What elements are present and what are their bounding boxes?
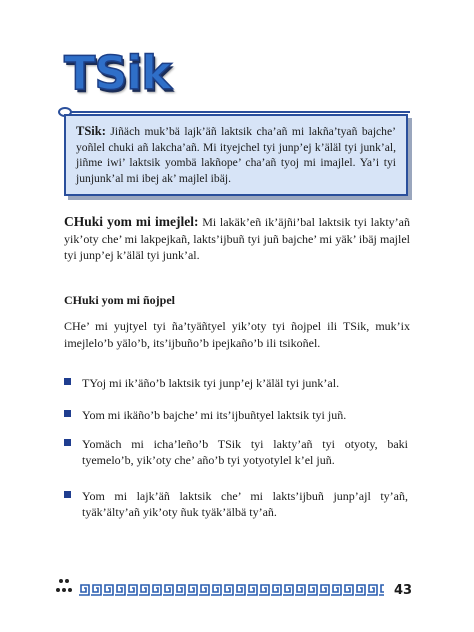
list-item-text: Yom mi lajk’äñ laktsik che’ mi lakts’ijbuñ junp’ajl ty’añ, tyäk’älty’añ yik’oty ñuk tyäk’älbä ty’añ.	[82, 489, 408, 519]
square-bullet-icon	[64, 439, 71, 446]
page-title: TSik	[64, 46, 171, 100]
list-item-text: TYoj mi ik’äño’b laktsik tyi junp’ej k’äläl tyi junk’al.	[82, 376, 340, 390]
definition-text: Jiñäch muk’bä lajk’äñ laktsik cha’añ mi lakña’tyañ bajche’ yoñlel chuki añ lakcha’añ. Mi ityejchel tyi junp’ej k’äläl tyi junk’al, jiñme iwi’ laktsik yombä lakñope’ cha’añ tyoj mi imajlel. Ya’i tyi junjunk’al mi ibej ak’ majlel ibäj.	[76, 125, 396, 185]
greek-key-border-icon	[78, 583, 384, 597]
definition-term: TSik:	[76, 124, 106, 138]
decorative-dots-icon	[56, 577, 78, 599]
square-bullet-icon	[64, 378, 71, 385]
square-bullet-icon	[64, 491, 71, 498]
section-paragraph: CHe’ mi yujtyel tyi ña’tyäñtyel yik’oty tyi ñojpel ili TSik, muk’ix imejlelo’b yälo’b, its’ijbuño’b ipejkaño’b ili tsikoñel.	[64, 319, 410, 350]
scroll-top-edge	[70, 111, 410, 113]
section-subheading: CHuki yom mi ñojpel	[64, 293, 176, 307]
intro-lead: CHuki yom mi imejlel:	[64, 214, 199, 229]
list-item-text: Yom mi ikäño’b bajche’ mi its’ijbuñtyel laktsik tyi juñ.	[82, 408, 347, 422]
page-number: 43	[394, 583, 413, 598]
square-bullet-icon	[64, 410, 71, 417]
list-item-text: Yomäch mi icha’leño’b TSik tyi lakty’añ tyi otyoty, baki tyemelo’b, yik’oty che’ año’b tyi yotyotylel k’el juñ.	[82, 437, 408, 467]
intro-paragraph	[64, 214, 410, 264]
intro-text: Mi lakäk’eñ ik’äjñi’bal laktsik tyi lakty’añ yik’oty che’ mi lakpejkañ, lakts’ijbuñ tyi juñ bajche’ mi yäk’ ibäj majlel tyi junp’ej k’äläl tyi junk’al.	[64, 215, 410, 262]
definition-box	[64, 114, 408, 196]
